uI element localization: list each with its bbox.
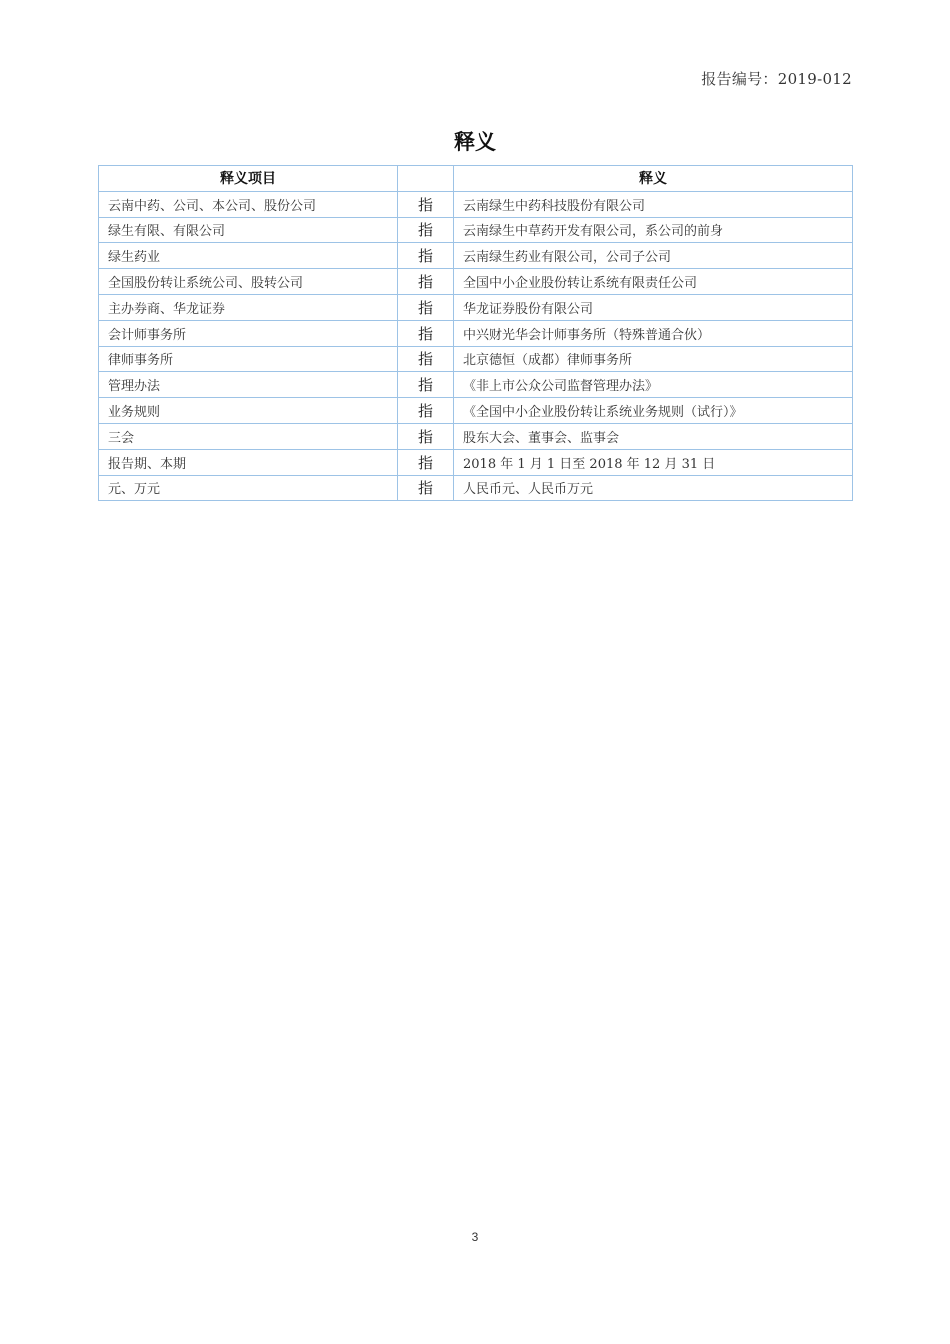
table-row bbox=[99, 269, 853, 295]
table-row bbox=[99, 191, 853, 217]
refers-cell: 指 bbox=[398, 243, 454, 269]
meaning-cell: 华龙证券股份有限公司 bbox=[454, 294, 853, 320]
header-term: 释义项目 bbox=[99, 166, 398, 192]
refers-cell: 指 bbox=[398, 475, 454, 501]
meaning-cell: 《非上市公众公司监督管理办法》 bbox=[454, 372, 853, 398]
meaning-cell: 中兴财光华会计师事务所（特殊普通合伙） bbox=[454, 320, 853, 346]
refers-cell: 指 bbox=[398, 269, 454, 295]
table-row bbox=[99, 475, 853, 501]
term-cell: 三会 bbox=[99, 423, 398, 449]
meaning-cell: 股东大会、董事会、监事会 bbox=[454, 423, 853, 449]
definitions-table bbox=[98, 165, 853, 501]
meaning-cell: 《全国中小企业股份转让系统业务规则（试行）》 bbox=[454, 398, 853, 424]
term-cell: 律师事务所 bbox=[99, 346, 398, 372]
meaning-cell: 北京德恒（成都）律师事务所 bbox=[454, 346, 853, 372]
table-header-row bbox=[99, 166, 853, 192]
refers-cell: 指 bbox=[398, 423, 454, 449]
table-row bbox=[99, 449, 853, 475]
term-cell: 报告期、本期 bbox=[99, 449, 398, 475]
term-cell: 云南中药、公司、本公司、股份公司 bbox=[99, 191, 398, 217]
meaning-cell: 云南绿生中草药开发有限公司，系公司的前身 bbox=[454, 217, 853, 243]
refers-cell: 指 bbox=[398, 320, 454, 346]
term-cell: 元、万元 bbox=[99, 475, 398, 501]
term-cell: 主办券商、华龙证券 bbox=[99, 294, 398, 320]
refers-cell: 指 bbox=[398, 346, 454, 372]
page-title: 释义 bbox=[454, 130, 496, 154]
meaning-cell: 全国中小企业股份转让系统有限责任公司 bbox=[454, 269, 853, 295]
meaning-cell: 2018 年 1 月 1 日至 2018 年 12 月 31 日 bbox=[454, 449, 853, 475]
table-row bbox=[99, 320, 853, 346]
page-number: 3 bbox=[471, 1230, 479, 1244]
table-row bbox=[99, 294, 853, 320]
meaning-cell: 云南绿生中药科技股份有限公司 bbox=[454, 191, 853, 217]
table-row bbox=[99, 398, 853, 424]
table-row bbox=[99, 372, 853, 398]
term-cell: 绿生药业 bbox=[99, 243, 398, 269]
header-meaning: 释义 bbox=[454, 166, 853, 192]
refers-cell: 指 bbox=[398, 372, 454, 398]
table-row bbox=[99, 346, 853, 372]
refers-cell: 指 bbox=[398, 398, 454, 424]
table-row bbox=[99, 217, 853, 243]
meaning-cell: 云南绿生药业有限公司，公司子公司 bbox=[454, 243, 853, 269]
meaning-cell: 人民币元、人民币万元 bbox=[454, 475, 853, 501]
table-row bbox=[99, 423, 853, 449]
term-cell: 绿生有限、有限公司 bbox=[99, 217, 398, 243]
refers-cell: 指 bbox=[398, 294, 454, 320]
term-cell: 全国股份转让系统公司、股转公司 bbox=[99, 269, 398, 295]
term-cell: 业务规则 bbox=[99, 398, 398, 424]
refers-cell: 指 bbox=[398, 449, 454, 475]
refers-cell: 指 bbox=[398, 217, 454, 243]
report-number: 报告编号：2019-012 bbox=[701, 70, 852, 88]
term-cell: 管理办法 bbox=[99, 372, 398, 398]
header-refers bbox=[398, 166, 454, 192]
term-cell: 会计师事务所 bbox=[99, 320, 398, 346]
table-row bbox=[99, 243, 853, 269]
refers-cell: 指 bbox=[398, 191, 454, 217]
